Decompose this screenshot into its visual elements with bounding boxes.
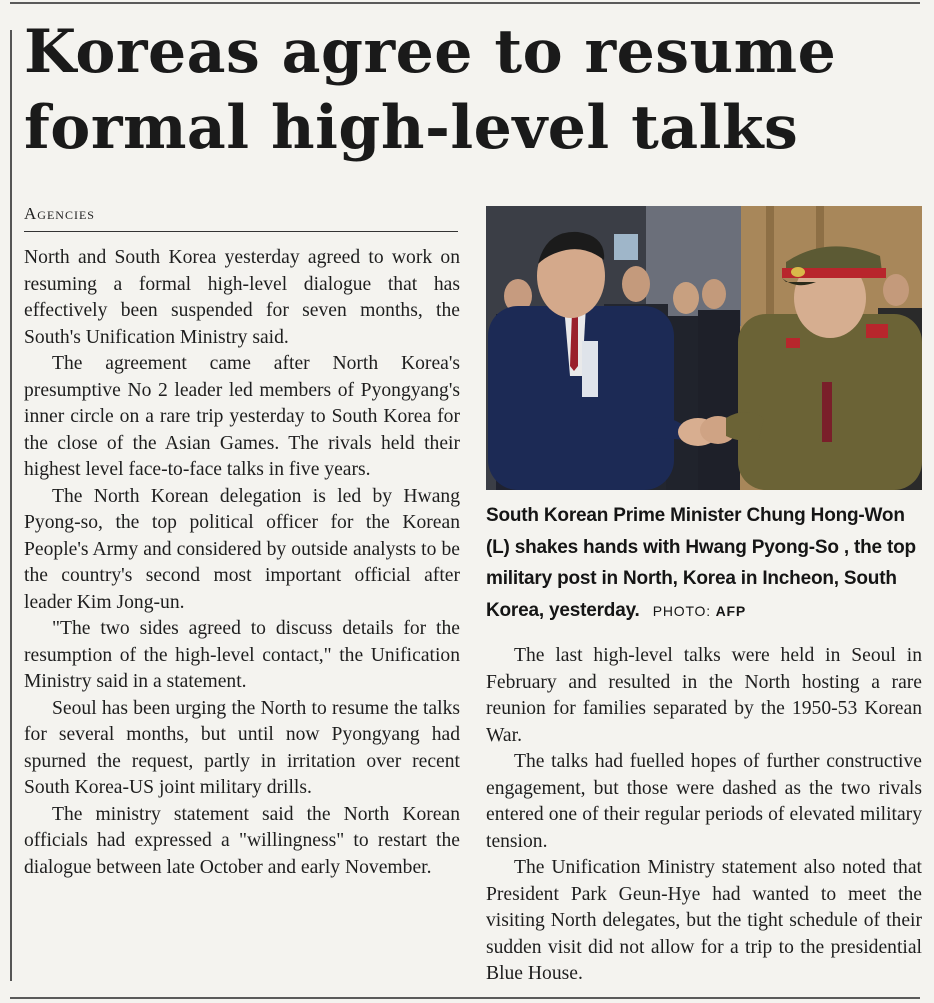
- paragraph: The ministry statement said the North Korean officials had expressed a "willingness" to restart the dialogue between late October and early November.: [24, 803, 460, 878]
- photo-credit: [653, 603, 746, 619]
- paragraph: North and South Korea yesterday agreed to work on resuming a formal high-level dialogue that has effectively been suspended for seven months, the South's Unification Ministry said.: [24, 247, 460, 348]
- article-body-right: [486, 643, 922, 988]
- handshake-photo-illustration: [486, 206, 922, 490]
- byline-rule: [24, 231, 458, 232]
- paragraph: The North Korean delegation is led by Hwang Pyong-so, the top political officer for the Korean People's Army and considered by outside analysts to be the country's second most important official after leader Kim Jong-un.: [24, 485, 460, 613]
- paragraph: The talks had fuelled hopes of further constructive engagement, but those were dashed as the two rivals entered one of their regular periods of elevated military tension.: [486, 751, 922, 852]
- paragraph: The last high-level talks were held in Seoul in February and resulted in the North hosting a rare reunion for families separated by the 1950-53 Korean War.: [486, 645, 922, 746]
- paragraph: The Unification Ministry statement also noted that President Park Geun-Hye had wanted to meet the visiting North delegates, but the tight schedule of their sudden visit did not allow for a trip to the presidential Blue House.: [486, 857, 922, 984]
- news-photo: [486, 206, 922, 490]
- photo-credit-source: AFP: [715, 602, 747, 619]
- byline: Agencies: [24, 204, 95, 223]
- paragraph: The agreement came after North Korea's presumptive No 2 leader led members of Pyongyang's inner circle on a rare trip yesterday to South Korea for the close of the Asian Games. The rivals held their highest level face-to-face talks in five years.: [24, 353, 460, 480]
- left-column-rule: [10, 30, 12, 981]
- caption-text: South Korean Prime Minister Chung Hong-Won (L) shakes hands with Hwang Pyong-So , the top military post in North, Korea in Incheon, South Korea, yesterday.: [486, 505, 916, 621]
- headline: Koreas agree to resume formal high-level talks: [24, 17, 837, 163]
- photo-credit-label: PHOTO:: [652, 602, 711, 619]
- top-rule: [10, 2, 920, 4]
- photo-caption: [486, 500, 922, 627]
- article-body-left: [24, 245, 460, 881]
- bottom-rule: [10, 997, 920, 999]
- paragraph: "The two sides agreed to discuss details for the resumption of the high-level contact," the Unification Ministry said in a statement.: [24, 618, 460, 692]
- paragraph: Seoul has been urging the North to resume the talks for several months, but until now Pyongyang had spurned the request, partly in irritation over recent South Korea-US joint military drills.: [24, 697, 460, 798]
